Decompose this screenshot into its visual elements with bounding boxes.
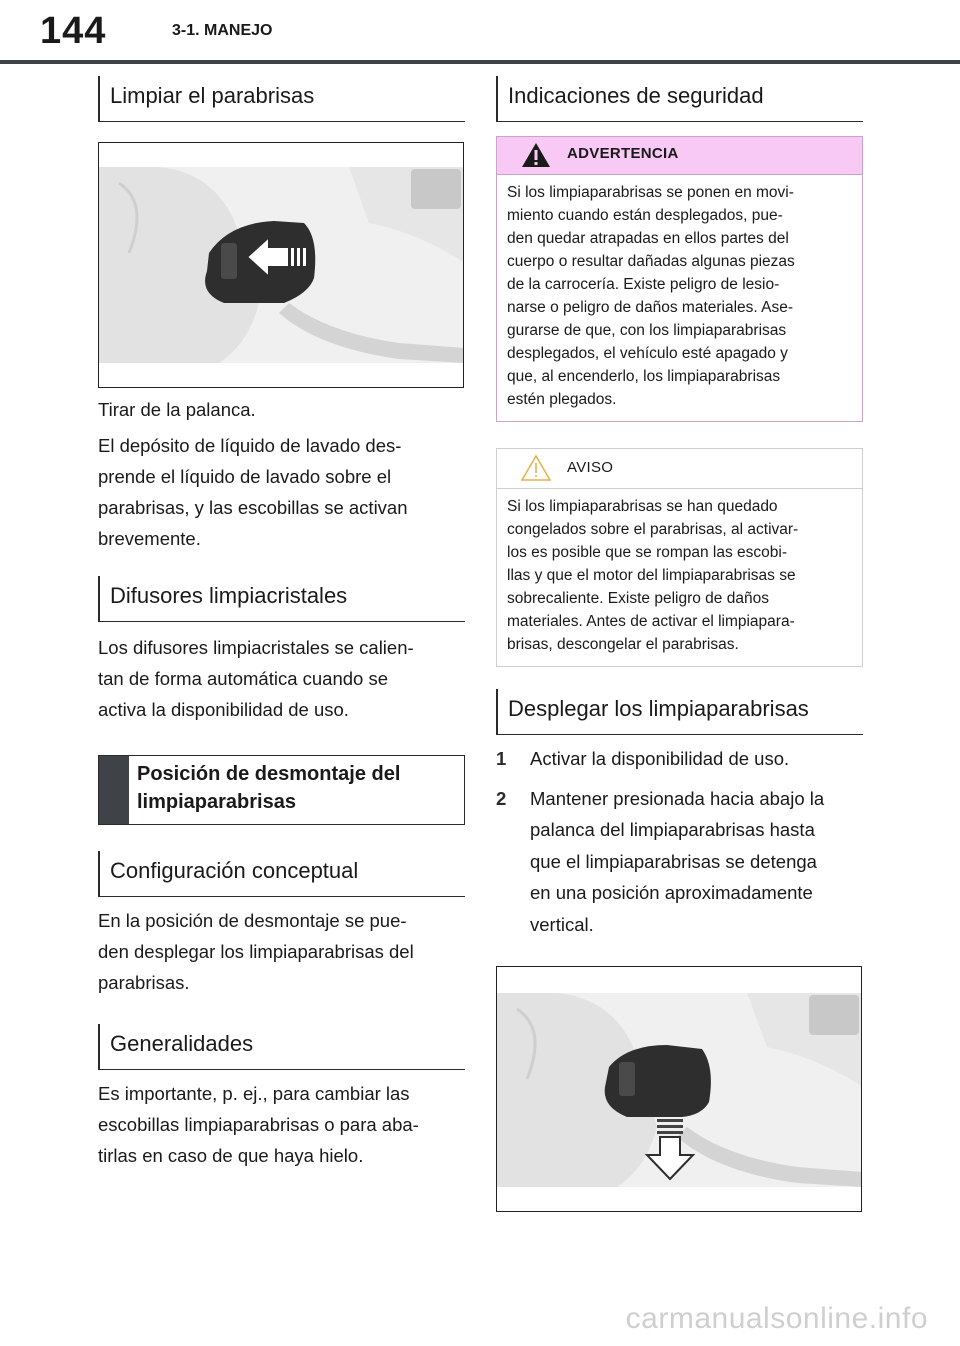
warning-triangle-icon [521,141,551,169]
chapter-title: 3-1. MANEJO [172,22,273,39]
text-line: parabrisas. [98,972,190,993]
heading-text [129,756,408,824]
text-line: brisas, descongelar el parabrisas. [507,636,739,653]
text-line: Mantener presionada hacia abajo la [530,787,825,809]
warning-text [497,175,862,421]
section-heading-concept: Configuración conceptual [98,851,465,897]
figure-wiper-lever-push-down [496,966,862,1212]
step-text [530,743,789,775]
step-item [496,783,863,941]
clean-instructions [98,394,465,554]
left-column [98,76,465,1171]
wiper-lever-down-illustration [497,967,862,1212]
text-line: llas y que el motor del limpiaparabrisas se [507,567,796,584]
text-line: narse o peligro de daños materiales. Ase- [507,299,794,316]
text-line: sobrecaliente. Existe peligro de daños [507,590,769,607]
text-line: den quedar atrapadas en ellos partes del [507,230,789,247]
text-line: activa la disponibilidad de uso. [98,699,349,720]
text-line: en una posición aproximadamente [530,882,813,903]
text-line: Activar la disponibilidad de uso. [530,748,790,769]
text-line: Si los limpiaparabrisas se ponen en movi- [507,184,794,201]
chapter-heading-service-position [98,755,465,825]
step-number: 2 [496,787,507,809]
figure-wiper-lever-pull [98,142,464,388]
text-line: den desplegar los limpiaparabrisas del [98,941,414,962]
section-heading-general: Generalidades [98,1024,465,1070]
text-line: palanca del limpiaparabrisas hasta [530,819,815,840]
concept-text [98,905,465,998]
text-line: parabrisas, y las escobillas se activan [98,497,408,518]
text-line: los es posible que se rompan las escobi- [507,544,788,561]
text-line: de la carrocería. Existe peligro de lesio- [507,276,780,293]
text-line: materiales. Antes de activar el limpiapara- [507,613,795,630]
general-text [98,1078,465,1171]
text-line: desplegados, el vehículo esté apagado y [507,345,788,362]
notice-box [496,448,863,667]
page-number: 144 [40,10,107,52]
wiper-lever-illustration [99,143,464,388]
step-item [496,743,863,775]
text-line: vertical. [530,913,594,935]
page-header [0,0,960,62]
heated-text [98,632,465,725]
text-line: que, al encenderlo, los limpiaparabrisas [507,368,781,385]
right-column [496,76,863,1212]
warning-header [497,137,862,175]
text-line: Si los limpiaparabrisas se han quedado [507,498,778,515]
text-line: En la posición de desmontaje se pue- [98,910,407,931]
section-heading-deploy: Desplegar los limpiaparabrisas [496,689,863,735]
section-heading-safety: Indicaciones de seguridad [496,76,863,122]
text-line: gurarse de que, con los limpiaparabrisas [507,322,787,339]
watermark: carmanualsonline.info [625,1302,928,1335]
notice-label: AVISO [567,459,614,476]
text-line: que el limpiaparabrisas se detenga [530,850,817,872]
text-line: Tirar de la palanca. [98,399,256,420]
warning-box [496,136,863,422]
text-line: prende el líquido de lavado sobre el [98,466,392,487]
step-number: 1 [496,748,507,769]
text-line: Es importante, p. ej., para cambiar las [98,1083,410,1104]
section-heading-heated: Difusores limpiacristales [98,576,465,622]
text-line: escobillas limpiaparabrisas o para aba- [98,1114,419,1135]
steps-list [496,743,863,940]
text-line: congelados sobre el parabrisas, al activar- [507,521,799,538]
notice-header [497,449,862,489]
header-rule [0,60,960,64]
heading-line: limpiaparabrisas [137,791,296,813]
text-line: brevemente. [98,528,201,549]
heading-line: Posición de desmontaje del [137,763,401,785]
text-line: El depósito de líquido de lavado des- [98,435,402,456]
text-line: Los difusores limpiacristales se calien- [98,637,414,658]
heading-bar [99,756,129,824]
text-line: miento cuando están desplegados, pue- [507,207,783,224]
notice-text [497,489,862,666]
warning-label: ADVERTENCIA [567,145,679,162]
text-line: tan de forma automática cuando se [98,668,389,689]
text-line: tirlas en caso de que haya hielo. [98,1145,364,1166]
notice-triangle-icon [521,454,551,482]
step-text [530,783,824,941]
section-heading-clean: Limpiar el parabrisas [98,76,465,122]
text-line: estén plegados. [507,391,617,408]
text-line: cuerpo o resultar dañadas algunas piezas [507,253,795,270]
